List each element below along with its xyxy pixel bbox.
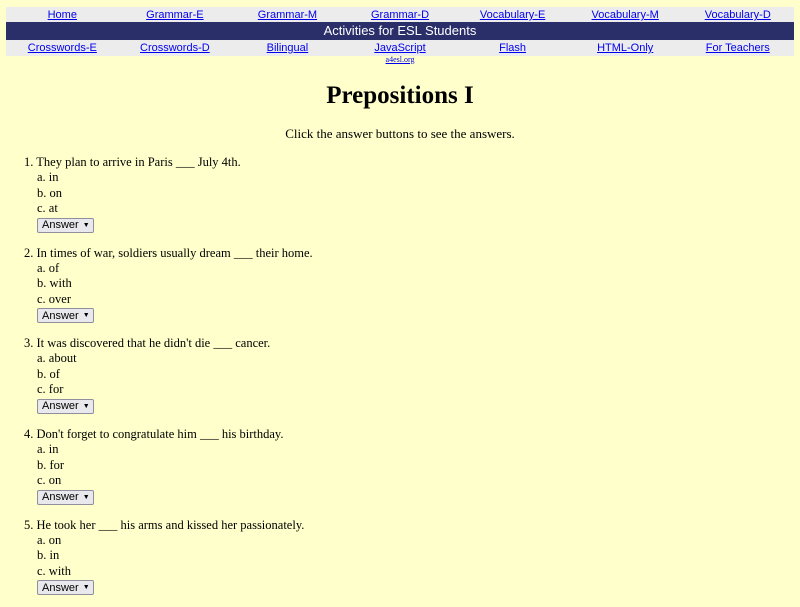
question-1: [24, 154, 784, 245]
option-b: b. for: [37, 457, 65, 472]
answer-select-5[interactable]: [37, 580, 94, 595]
option-c: c. over: [37, 291, 72, 306]
question-2: [24, 245, 784, 336]
chevron-down-icon: ▼: [82, 402, 90, 410]
nav-link-javascript[interactable]: JavaScript: [374, 42, 426, 54]
answer-select-label: Answer: [42, 400, 79, 413]
nav-link-grammar-e[interactable]: Grammar-E: [146, 9, 204, 21]
option-b: b. in: [37, 548, 60, 563]
answer-select-4[interactable]: [37, 490, 94, 505]
option-a: a. on: [37, 532, 62, 547]
nav-link-crosswords-d[interactable]: Crosswords-D: [140, 42, 210, 54]
nav-link-flash[interactable]: Flash: [499, 42, 527, 54]
question-prompt: In times of war, soldiers usually dream ___ their home.: [36, 245, 313, 260]
nav-link-vocabulary-e[interactable]: Vocabulary-E: [479, 9, 546, 21]
nav-cell-html-only: [569, 40, 682, 56]
answer-select-label: Answer: [42, 491, 79, 504]
nav-link-grammar-d[interactable]: Grammar-D: [370, 9, 430, 21]
nav-cell-crosswords-e: [6, 40, 119, 56]
chevron-down-icon: ▼: [82, 584, 90, 592]
option-c: c. with: [37, 563, 72, 578]
answer-select-3[interactable]: [37, 399, 94, 414]
nav-link-crosswords-e[interactable]: Crosswords-E: [27, 42, 97, 54]
option-a: a. about: [37, 351, 77, 366]
question-number: 3.: [24, 336, 34, 351]
option-a: a. in: [37, 442, 59, 457]
question-text: [24, 517, 784, 533]
chevron-down-icon: ▼: [82, 493, 90, 501]
option-b: b. on: [37, 185, 62, 200]
question-5: [24, 517, 784, 607]
question-text: [24, 426, 784, 442]
nav-link-vocabulary-d[interactable]: Vocabulary-D: [704, 9, 771, 21]
option-b: b. with: [37, 276, 72, 291]
nav-cell-for-teachers: [681, 40, 794, 56]
option-c: c. on: [37, 473, 62, 488]
nav-link-grammar-m[interactable]: Grammar-M: [257, 9, 318, 21]
nav-link-html-only[interactable]: HTML-Only: [597, 42, 654, 54]
nav-cell-flash: [456, 40, 569, 56]
option-a: a. in: [37, 170, 59, 184]
option-b: b. of: [37, 366, 60, 381]
site-link[interactable]: a4esl.org: [385, 55, 415, 64]
answer-select-2[interactable]: [37, 308, 94, 323]
chevron-down-icon: ▼: [82, 312, 90, 320]
nav-link-for-teachers[interactable]: For Teachers: [705, 42, 770, 54]
chevron-down-icon: ▼: [82, 221, 90, 229]
question-prompt: It was discovered that he didn't die ___ cancer.: [36, 336, 271, 351]
site-banner: Activities for ESL Students: [6, 22, 794, 40]
site-link-row: [0, 55, 800, 65]
question-text: [24, 154, 784, 170]
answer-select-label: Answer: [42, 219, 79, 231]
question-list: [24, 154, 784, 607]
question-prompt: He took her ___ his arms and kissed her passionately.: [36, 517, 305, 532]
nav-link-bilingual[interactable]: Bilingual: [266, 42, 309, 54]
bottom-nav-bar: [6, 40, 794, 56]
option-c: c. for: [37, 382, 64, 397]
option-a: a. of: [37, 260, 60, 275]
instructions-text: Click the answer buttons to see the answers.: [285, 126, 515, 141]
question-prompt: Don't forget to congratulate him ___ his birthday.: [36, 427, 284, 442]
question-prompt: They plan to arrive in Paris ___ July 4th.: [36, 155, 241, 169]
question-number: 2.: [24, 245, 34, 260]
question-3: [24, 335, 784, 426]
nav-link-home[interactable]: Home: [47, 9, 77, 21]
answer-select-1[interactable]: [37, 218, 94, 233]
question-text: [24, 245, 784, 261]
answer-select-label: Answer: [42, 581, 79, 594]
question-number: 5.: [24, 517, 34, 532]
question-text: [24, 335, 784, 351]
question-number: 1.: [24, 155, 34, 169]
nav-cell-javascript: [344, 40, 457, 56]
nav-link-vocabulary-m[interactable]: Vocabulary-M: [591, 9, 659, 21]
nav-cell-crosswords-d: [119, 40, 232, 56]
question-number: 4.: [24, 427, 34, 442]
nav-cell-bilingual: [231, 40, 344, 56]
page-title: Prepositions I: [326, 82, 474, 109]
option-c: c. at: [37, 201, 58, 215]
question-4: [24, 426, 784, 517]
answer-select-label: Answer: [42, 309, 79, 322]
